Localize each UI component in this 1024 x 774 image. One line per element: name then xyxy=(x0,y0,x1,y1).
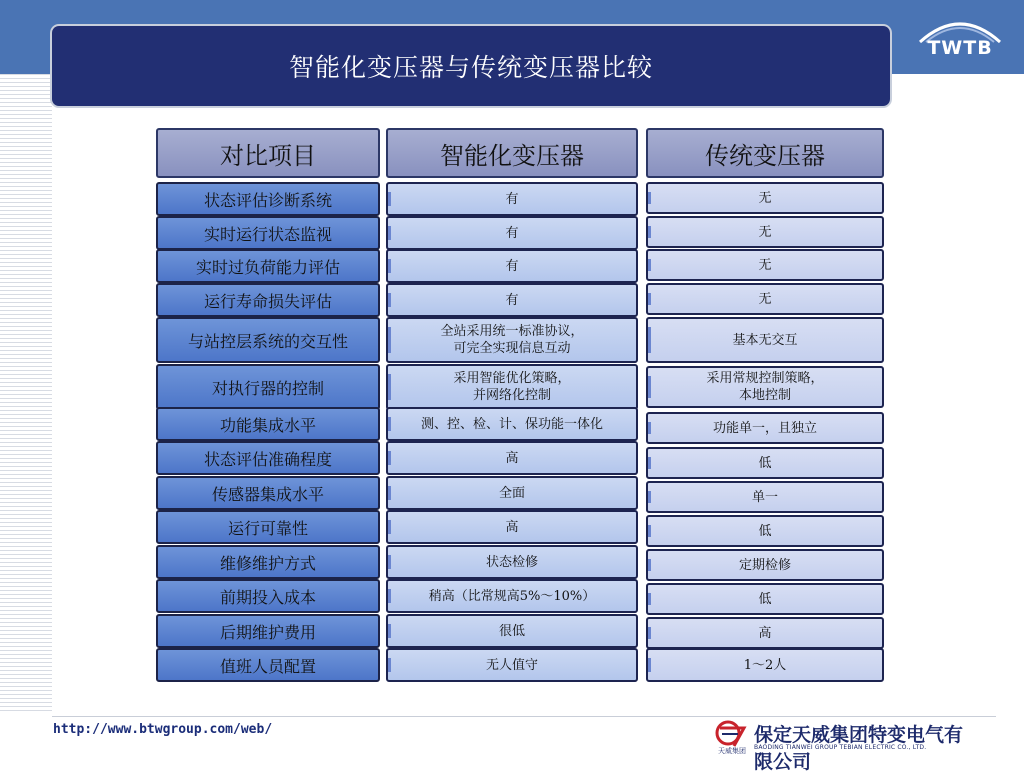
traditional-value-cell xyxy=(646,366,884,408)
row-item-text: 前期投入成本 xyxy=(219,587,316,607)
row-item-cell xyxy=(156,648,380,682)
traditional-value-cell xyxy=(646,617,884,649)
company-logo xyxy=(714,720,974,773)
smart-value-cell xyxy=(386,249,638,283)
row-item-cell xyxy=(156,216,380,250)
row-item-cell xyxy=(156,407,380,441)
column-header-2: 智能化变压器 xyxy=(386,128,638,178)
traditional-value-text: 低 xyxy=(758,591,772,607)
smart-value-text: 有 xyxy=(505,225,519,241)
traditional-value-cell xyxy=(646,447,884,479)
row-item-cell xyxy=(156,614,380,648)
column-header-3: 传统变压器 xyxy=(646,128,884,178)
smart-value-text: 全站采用统一标准协议， 可完全实现信息互动 xyxy=(440,324,584,356)
smart-value-cell xyxy=(386,407,638,441)
row-item-text: 功能集成水平 xyxy=(219,415,316,435)
smart-value-text: 有 xyxy=(505,191,519,207)
row-item-text: 运行寿命损失评估 xyxy=(203,291,332,311)
row-item-cell xyxy=(156,579,380,613)
traditional-value-cell xyxy=(646,249,884,281)
smart-value-text: 测、控、检、计、保功能一体化 xyxy=(420,416,603,432)
smart-value-cell xyxy=(386,545,638,579)
traditional-value-text: 采用常规控制策略， 本地控制 xyxy=(706,371,824,403)
row-item-cell xyxy=(156,317,380,363)
row-item-cell xyxy=(156,249,380,283)
company-mark-label: 天威集团 xyxy=(718,747,746,755)
smart-value-text: 稍高（比常规高5%～10%） xyxy=(428,588,596,604)
twtb-logo xyxy=(912,12,1008,64)
smart-value-cell xyxy=(386,317,638,363)
traditional-value-text: 低 xyxy=(758,523,772,539)
smart-value-text: 无人值守 xyxy=(485,657,538,673)
row-item-text: 值班人员配置 xyxy=(219,656,316,676)
traditional-value-cell xyxy=(646,515,884,547)
traditional-value-text: 低 xyxy=(758,455,772,471)
row-item-cell xyxy=(156,182,380,216)
row-item-cell xyxy=(156,510,380,544)
traditional-value-text: 定期检修 xyxy=(738,557,791,573)
row-item-text: 维修维护方式 xyxy=(219,553,316,573)
smart-value-text: 全面 xyxy=(498,485,525,501)
row-item-text: 运行可靠性 xyxy=(227,518,308,538)
smart-value-text: 采用智能优化策略， 并网络化控制 xyxy=(453,371,571,403)
traditional-value-cell xyxy=(646,216,884,248)
traditional-value-text: 无 xyxy=(758,224,772,240)
row-item-cell xyxy=(156,476,380,510)
smart-value-cell xyxy=(386,476,638,510)
traditional-value-text: 无 xyxy=(758,291,772,307)
smart-value-text: 有 xyxy=(505,292,519,308)
smart-value-cell xyxy=(386,364,638,410)
traditional-value-cell xyxy=(646,481,884,513)
traditional-value-cell xyxy=(646,549,884,581)
row-item-text: 与站控层系统的交互性 xyxy=(187,331,348,351)
row-item-cell xyxy=(156,545,380,579)
smart-value-cell xyxy=(386,510,638,544)
slide-title: 智能化变压器与传统变压器比较 xyxy=(288,53,653,82)
row-item-text: 后期维护费用 xyxy=(219,622,316,642)
title-banner xyxy=(52,26,890,106)
traditional-value-text: 高 xyxy=(758,625,772,641)
company-name-zh: 保定天威集团特变电气有限公司 xyxy=(754,724,964,773)
smart-value-cell xyxy=(386,648,638,682)
column-header-1: 对比项目 xyxy=(156,128,380,178)
traditional-value-cell xyxy=(646,182,884,214)
smart-value-cell xyxy=(386,614,638,648)
smart-value-cell xyxy=(386,283,638,317)
traditional-value-text: 功能单一，且独立 xyxy=(712,420,817,436)
row-item-text: 状态评估诊断系统 xyxy=(203,190,332,210)
footer-url[interactable]: http://www.btwgroup.com/web/ xyxy=(53,722,273,737)
traditional-value-cell xyxy=(646,648,884,682)
traditional-value-cell xyxy=(646,412,884,444)
smart-value-cell xyxy=(386,216,638,250)
traditional-value-cell xyxy=(646,283,884,315)
traditional-value-cell xyxy=(646,583,884,615)
row-item-cell xyxy=(156,283,380,317)
row-item-text: 传感器集成水平 xyxy=(211,484,324,504)
decorative-stripes xyxy=(0,74,52,714)
row-item-text: 对执行器的控制 xyxy=(211,378,324,398)
smart-value-text: 高 xyxy=(505,519,519,535)
smart-value-text: 高 xyxy=(505,450,519,466)
row-item-text: 实时过负荷能力评估 xyxy=(195,257,340,277)
traditional-value-text: 无 xyxy=(758,257,772,273)
smart-value-text: 状态检修 xyxy=(485,554,538,570)
row-item-text: 状态评估准确程度 xyxy=(203,449,332,469)
smart-value-text: 有 xyxy=(505,258,519,274)
smart-value-cell xyxy=(386,182,638,216)
traditional-value-text: 1～2人 xyxy=(743,657,787,673)
company-name-en: BAODING TIANWEI GROUP TEBIAN ELECTRIC CO., LTD. xyxy=(754,744,927,751)
traditional-value-text: 单一 xyxy=(751,489,778,505)
row-item-cell xyxy=(156,364,380,410)
logo-text: TWTB xyxy=(927,37,993,59)
footer-divider xyxy=(52,716,996,717)
row-item-text: 实时运行状态监视 xyxy=(203,224,332,244)
row-item-cell xyxy=(156,441,380,475)
traditional-value-cell xyxy=(646,317,884,363)
smart-value-cell xyxy=(386,579,638,613)
traditional-value-text: 无 xyxy=(758,190,772,206)
comparison-table xyxy=(152,124,888,684)
smart-value-cell xyxy=(386,441,638,475)
traditional-value-text: 基本无交互 xyxy=(732,332,798,348)
smart-value-text: 很低 xyxy=(498,623,525,639)
